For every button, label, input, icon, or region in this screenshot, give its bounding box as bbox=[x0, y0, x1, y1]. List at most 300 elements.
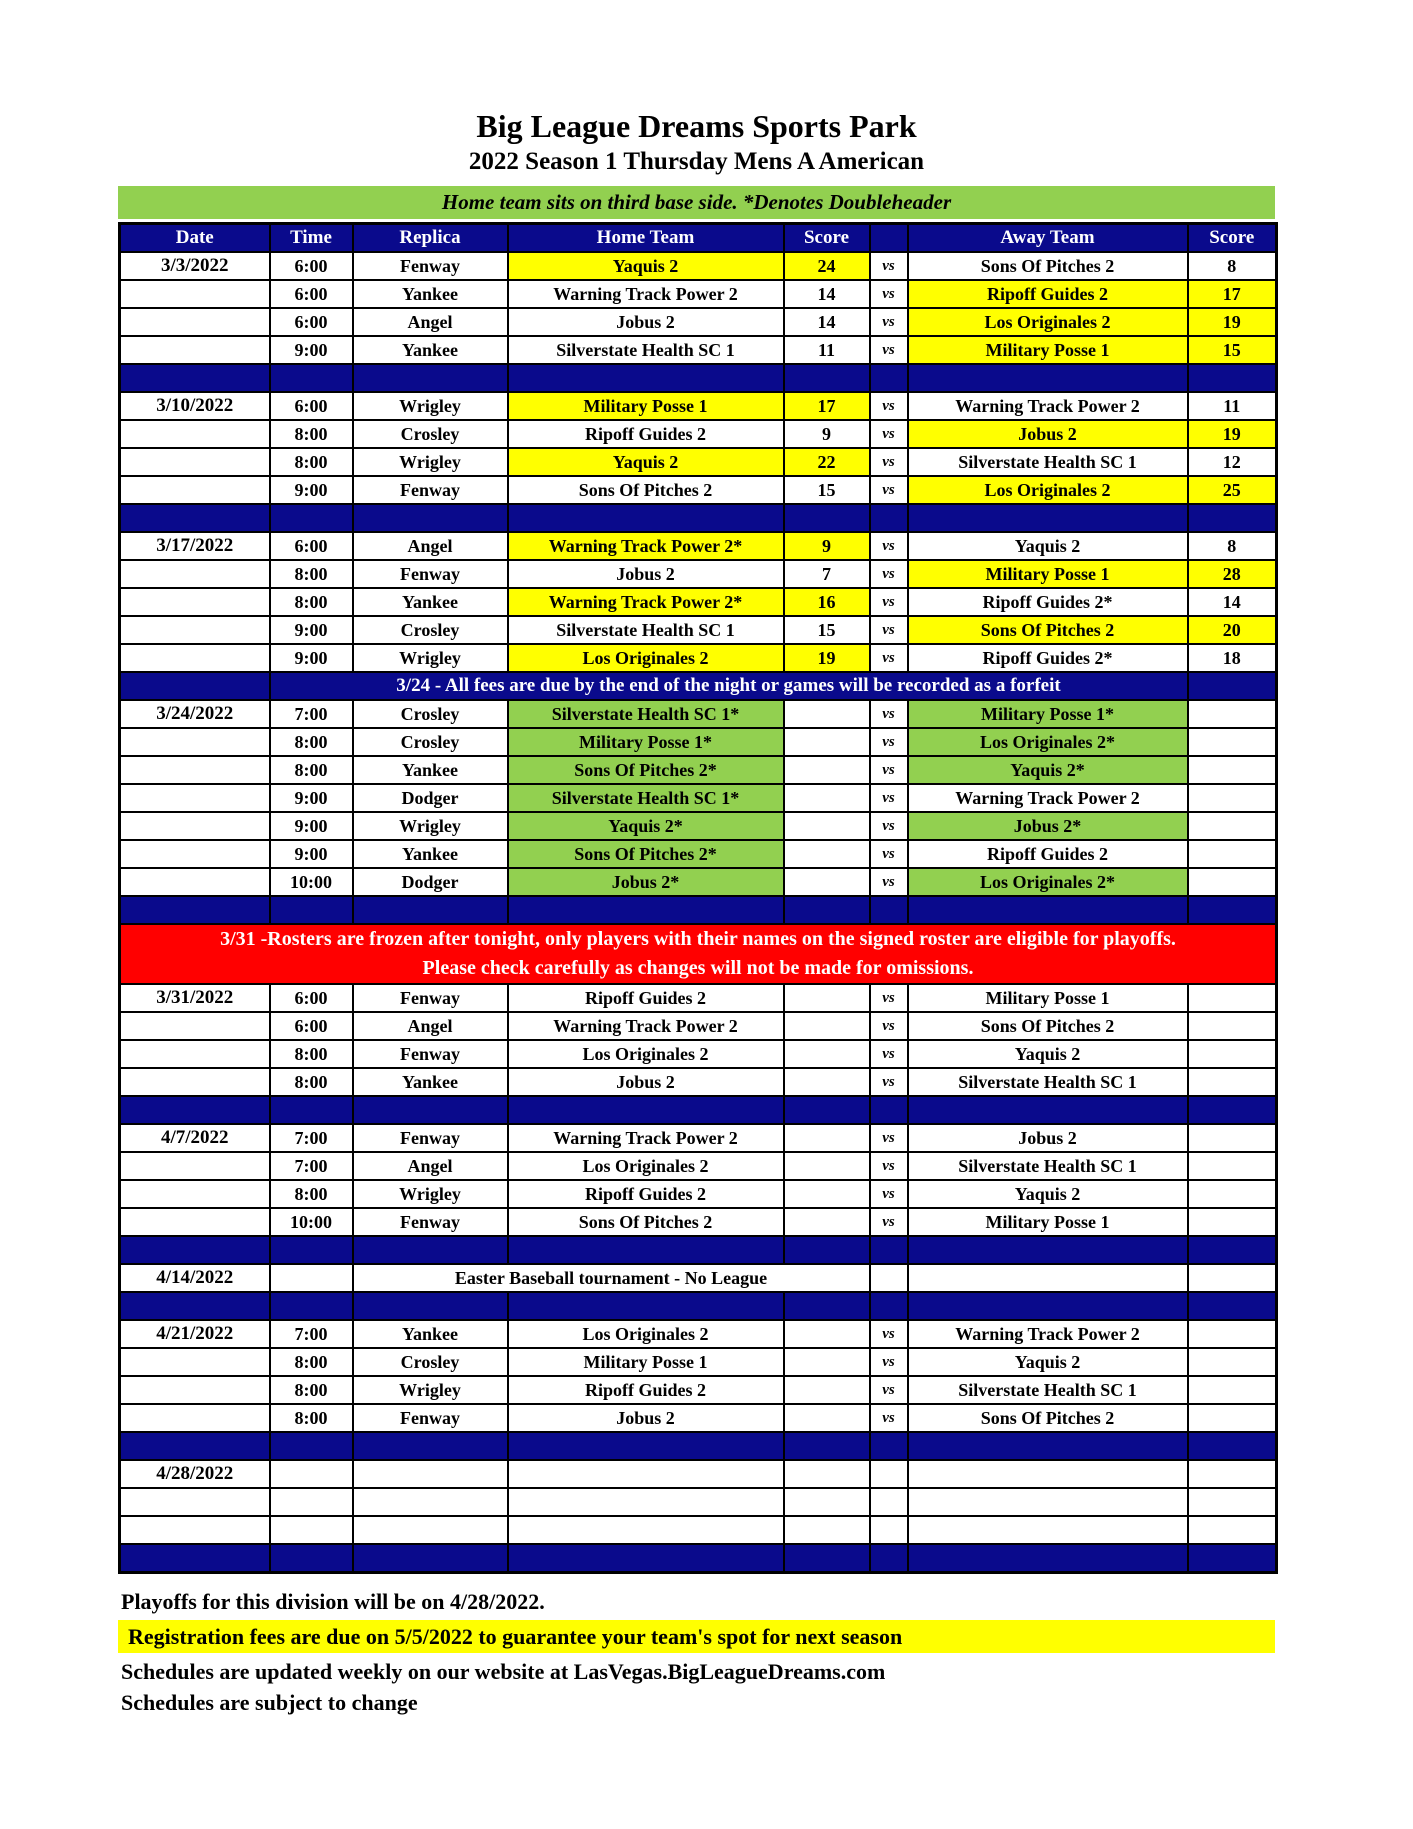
vs-cell: vs bbox=[870, 1068, 908, 1096]
spacer-cell bbox=[1188, 1236, 1277, 1264]
spacer-cell bbox=[784, 364, 870, 392]
game-row bbox=[120, 560, 1277, 588]
vs-cell: vs bbox=[870, 336, 908, 364]
home-team-cell: Warning Track Power 2 bbox=[508, 1124, 784, 1152]
away-score-cell: 28 bbox=[1188, 560, 1277, 588]
replica-cell: Angel bbox=[353, 1152, 508, 1180]
replica-cell: Yankee bbox=[353, 840, 508, 868]
away-team-cell: Sons Of Pitches 2 bbox=[908, 1012, 1188, 1040]
roster-alert-cell bbox=[120, 924, 1277, 984]
date-cell bbox=[120, 560, 270, 588]
away-team-cell: Sons Of Pitches 2 bbox=[908, 1404, 1188, 1432]
game-row bbox=[120, 700, 1277, 728]
time-cell: 9:00 bbox=[270, 840, 353, 868]
empty-row bbox=[120, 1488, 1277, 1516]
date-cell bbox=[120, 476, 270, 504]
replica-cell: Yankee bbox=[353, 588, 508, 616]
date-cell bbox=[120, 1488, 270, 1516]
game-row bbox=[120, 728, 1277, 756]
game-row bbox=[120, 1012, 1277, 1040]
home-team-cell: Jobus 2 bbox=[508, 1068, 784, 1096]
spacer-cell bbox=[270, 364, 353, 392]
spacer-cell bbox=[120, 1292, 270, 1320]
game-row bbox=[120, 1180, 1277, 1208]
time-cell: 7:00 bbox=[270, 1320, 353, 1348]
away-score-cell bbox=[1188, 1124, 1277, 1152]
vs-cell: vs bbox=[870, 392, 908, 420]
home-team-cell: Jobus 2 bbox=[508, 560, 784, 588]
home-score-cell: 14 bbox=[784, 280, 870, 308]
home-score-cell bbox=[784, 868, 870, 896]
away-team-cell: Silverstate Health SC 1 bbox=[908, 1068, 1188, 1096]
date-cell: 3/10/2022 bbox=[120, 392, 270, 420]
time-cell bbox=[270, 1488, 353, 1516]
home-score-cell bbox=[784, 700, 870, 728]
away-score-cell bbox=[1188, 700, 1277, 728]
home-team-cell: Los Originales 2 bbox=[508, 1320, 784, 1348]
replica-cell bbox=[353, 1460, 508, 1488]
vs-cell: vs bbox=[870, 1208, 908, 1236]
spacer-cell bbox=[508, 1432, 784, 1460]
home-team-cell bbox=[508, 1460, 784, 1488]
home-score-cell bbox=[784, 1348, 870, 1376]
footer-playoffs-note: Playoffs for this division will be on 4/28/2022. bbox=[121, 1589, 545, 1614]
time-cell: 8:00 bbox=[270, 728, 353, 756]
replica-cell: Fenway bbox=[353, 984, 508, 1012]
away-team-cell: Military Posse 1* bbox=[908, 700, 1188, 728]
replica-cell: Dodger bbox=[353, 784, 508, 812]
away-score-cell: 20 bbox=[1188, 616, 1277, 644]
home-team-cell: Jobus 2 bbox=[508, 308, 784, 336]
header-vs bbox=[870, 224, 908, 253]
spacer-cell bbox=[1188, 1292, 1277, 1320]
vs-cell: vs bbox=[870, 532, 908, 560]
spacer-cell bbox=[270, 896, 353, 924]
spacer-cell bbox=[784, 1096, 870, 1124]
away-team-cell: Warning Track Power 2 bbox=[908, 392, 1188, 420]
table-header-row bbox=[120, 224, 1277, 253]
home-team-cell: Sons Of Pitches 2 bbox=[508, 476, 784, 504]
date-cell bbox=[120, 784, 270, 812]
away-team-cell: Military Posse 1 bbox=[908, 1208, 1188, 1236]
time-cell: 9:00 bbox=[270, 812, 353, 840]
away-score-cell bbox=[1188, 812, 1277, 840]
game-row bbox=[120, 1376, 1277, 1404]
home-score-cell bbox=[784, 1040, 870, 1068]
spacer-cell bbox=[270, 504, 353, 532]
away-score-cell bbox=[1188, 984, 1277, 1012]
spacer-cell bbox=[353, 1292, 508, 1320]
home-team-cell: Los Originales 2 bbox=[508, 1040, 784, 1068]
time-cell: 8:00 bbox=[270, 1376, 353, 1404]
home-score-cell bbox=[784, 1180, 870, 1208]
spacer-cell bbox=[508, 1292, 784, 1320]
away-score-cell: 19 bbox=[1188, 308, 1277, 336]
vs-cell: vs bbox=[870, 252, 908, 280]
away-score-cell bbox=[1188, 784, 1277, 812]
schedule-document bbox=[118, 0, 1275, 1718]
vs-cell: vs bbox=[870, 1320, 908, 1348]
away-team-cell: Los Originales 2* bbox=[908, 868, 1188, 896]
replica-cell: Crosley bbox=[353, 420, 508, 448]
game-row bbox=[120, 588, 1277, 616]
vs-cell bbox=[870, 1488, 908, 1516]
game-row bbox=[120, 336, 1277, 364]
spacer-cell bbox=[353, 1096, 508, 1124]
replica-cell: Fenway bbox=[353, 560, 508, 588]
game-row bbox=[120, 756, 1277, 784]
home-team-cell: Los Originales 2 bbox=[508, 644, 784, 672]
vs-cell: vs bbox=[870, 984, 908, 1012]
home-score-cell: 15 bbox=[784, 616, 870, 644]
spacer-cell bbox=[908, 364, 1188, 392]
away-team-cell: Jobus 2* bbox=[908, 812, 1188, 840]
home-team-cell: Yaquis 2* bbox=[508, 812, 784, 840]
spacer-cell bbox=[120, 896, 270, 924]
page-title: Big League Dreams Sports Park bbox=[476, 108, 917, 144]
game-row bbox=[120, 532, 1277, 560]
header-time: Time bbox=[270, 224, 353, 253]
replica-cell: Fenway bbox=[353, 1040, 508, 1068]
away-score-cell: 25 bbox=[1188, 476, 1277, 504]
away-score-cell: 18 bbox=[1188, 644, 1277, 672]
home-team-cell: Sons Of Pitches 2* bbox=[508, 756, 784, 784]
spacer-cell bbox=[870, 1236, 908, 1264]
spacer-row bbox=[120, 1096, 1277, 1124]
spacer-row bbox=[120, 1544, 1277, 1573]
schedule-table bbox=[118, 222, 1278, 1574]
away-score-cell bbox=[1188, 756, 1277, 784]
replica-cell: Wrigley bbox=[353, 812, 508, 840]
vs-cell: vs bbox=[870, 728, 908, 756]
fees-notice-text: 3/24 - All fees are due by the end of the night or games will be recorded as a forfeit bbox=[270, 672, 1188, 700]
header-away-score: Score bbox=[1188, 224, 1277, 253]
home-score-cell: 15 bbox=[784, 476, 870, 504]
away-score-cell bbox=[1188, 1180, 1277, 1208]
time-cell: 9:00 bbox=[270, 616, 353, 644]
home-team-cell: Sons Of Pitches 2* bbox=[508, 840, 784, 868]
home-score-cell: 14 bbox=[784, 308, 870, 336]
home-score-cell bbox=[784, 756, 870, 784]
home-score-cell bbox=[784, 1012, 870, 1040]
vs-cell: vs bbox=[870, 1012, 908, 1040]
spacer-cell bbox=[353, 896, 508, 924]
date-cell: 4/14/2022 bbox=[120, 1264, 270, 1292]
replica-cell: Crosley bbox=[353, 616, 508, 644]
replica-cell: Crosley bbox=[353, 728, 508, 756]
home-team-cell: Silverstate Health SC 1* bbox=[508, 700, 784, 728]
game-row bbox=[120, 1040, 1277, 1068]
game-row bbox=[120, 812, 1277, 840]
away-team-cell bbox=[908, 1460, 1188, 1488]
time-cell: 8:00 bbox=[270, 448, 353, 476]
replica-cell bbox=[353, 1516, 508, 1544]
away-score-cell bbox=[1188, 1208, 1277, 1236]
away-team-cell: Ripoff Guides 2 bbox=[908, 840, 1188, 868]
date-cell: 3/24/2022 bbox=[120, 700, 270, 728]
date-cell bbox=[120, 812, 270, 840]
home-score-cell: 22 bbox=[784, 448, 870, 476]
home-score-cell bbox=[784, 1068, 870, 1096]
spacer-cell bbox=[908, 896, 1188, 924]
spacer-cell bbox=[270, 1236, 353, 1264]
away-team-cell: Yaquis 2 bbox=[908, 1348, 1188, 1376]
home-team-cell: Warning Track Power 2* bbox=[508, 588, 784, 616]
away-score-cell bbox=[1188, 1264, 1277, 1292]
time-cell bbox=[270, 1264, 353, 1292]
replica-cell: Wrigley bbox=[353, 1376, 508, 1404]
home-team-cell: Jobus 2* bbox=[508, 868, 784, 896]
time-cell: 9:00 bbox=[270, 336, 353, 364]
game-row bbox=[120, 1124, 1277, 1152]
replica-cell bbox=[353, 1488, 508, 1516]
vs-cell: vs bbox=[870, 868, 908, 896]
date-cell bbox=[120, 1376, 270, 1404]
date-cell: 3/3/2022 bbox=[120, 252, 270, 280]
away-team-cell: Silverstate Health SC 1 bbox=[908, 1152, 1188, 1180]
home-team-cell: Military Posse 1* bbox=[508, 728, 784, 756]
time-cell: 9:00 bbox=[270, 784, 353, 812]
home-team-cell: Yaquis 2 bbox=[508, 252, 784, 280]
time-cell: 7:00 bbox=[270, 1152, 353, 1180]
spacer-cell bbox=[508, 364, 784, 392]
time-cell: 8:00 bbox=[270, 1040, 353, 1068]
away-score-cell bbox=[1188, 1152, 1277, 1180]
home-team-cell: Warning Track Power 2 bbox=[508, 1012, 784, 1040]
table-body bbox=[120, 252, 1277, 1573]
spacer-cell bbox=[784, 1236, 870, 1264]
spacer-cell bbox=[908, 1432, 1188, 1460]
footer bbox=[118, 1586, 1275, 1718]
away-score-cell bbox=[1188, 1376, 1277, 1404]
date-cell bbox=[120, 1180, 270, 1208]
replica-cell: Yankee bbox=[353, 1068, 508, 1096]
fees-notice-row bbox=[120, 672, 1277, 700]
away-score-cell bbox=[1188, 1460, 1277, 1488]
spacer-cell bbox=[508, 504, 784, 532]
away-team-cell: Ripoff Guides 2* bbox=[908, 644, 1188, 672]
time-cell bbox=[270, 1460, 353, 1488]
date-cell bbox=[120, 1516, 270, 1544]
time-cell: 6:00 bbox=[270, 1012, 353, 1040]
away-score-cell: 8 bbox=[1188, 252, 1277, 280]
away-team-cell: Silverstate Health SC 1 bbox=[908, 1376, 1188, 1404]
vs-cell: vs bbox=[870, 812, 908, 840]
spacer-row bbox=[120, 1292, 1277, 1320]
away-score-cell bbox=[1188, 840, 1277, 868]
replica-cell: Fenway bbox=[353, 1404, 508, 1432]
date-cell bbox=[120, 448, 270, 476]
spacer-cell bbox=[870, 1544, 908, 1573]
game-row bbox=[120, 476, 1277, 504]
home-score-cell bbox=[784, 1152, 870, 1180]
home-team-cell bbox=[508, 1488, 784, 1516]
spacer-row bbox=[120, 364, 1277, 392]
time-cell bbox=[270, 1516, 353, 1544]
away-score-cell: 11 bbox=[1188, 392, 1277, 420]
vs-cell: vs bbox=[870, 1124, 908, 1152]
spacer-cell bbox=[1188, 896, 1277, 924]
spacer-cell bbox=[508, 1236, 784, 1264]
game-row bbox=[120, 984, 1277, 1012]
spacer-cell bbox=[784, 1544, 870, 1573]
vs-cell: vs bbox=[870, 420, 908, 448]
replica-cell: Angel bbox=[353, 308, 508, 336]
roster-alert-line-1: 3/31 -Rosters are frozen after tonight, only players with their names on the signed roster are eligible for playoffs. bbox=[220, 928, 1176, 950]
home-team-cell: Silverstate Health SC 1 bbox=[508, 616, 784, 644]
home-team-cell: Military Posse 1 bbox=[508, 1348, 784, 1376]
replica-cell: Crosley bbox=[353, 700, 508, 728]
spacer-cell bbox=[870, 504, 908, 532]
date-cell: 3/31/2022 bbox=[120, 984, 270, 1012]
home-score-cell: 17 bbox=[784, 392, 870, 420]
game-row bbox=[120, 840, 1277, 868]
footer-subject-to-change-note: Schedules are subject to change bbox=[121, 1690, 418, 1715]
away-score-cell: 15 bbox=[1188, 336, 1277, 364]
game-row bbox=[120, 392, 1277, 420]
spacer-cell bbox=[784, 896, 870, 924]
header-date: Date bbox=[120, 224, 270, 253]
vs-cell: vs bbox=[870, 616, 908, 644]
vs-cell bbox=[870, 1264, 908, 1292]
vs-cell bbox=[870, 1516, 908, 1544]
vs-cell: vs bbox=[870, 280, 908, 308]
header-away-team: Away Team bbox=[908, 224, 1188, 253]
page-subtitle: 2022 Season 1 Thursday Mens A American bbox=[468, 148, 925, 175]
spacer-cell bbox=[784, 1292, 870, 1320]
home-score-cell: 19 bbox=[784, 644, 870, 672]
home-team-cell: Jobus 2 bbox=[508, 1404, 784, 1432]
empty-row bbox=[120, 1516, 1277, 1544]
time-cell: 6:00 bbox=[270, 308, 353, 336]
time-cell: 8:00 bbox=[270, 1404, 353, 1432]
home-team-cell: Ripoff Guides 2 bbox=[508, 1180, 784, 1208]
spacer-cell bbox=[1188, 1432, 1277, 1460]
spacer-cell bbox=[1188, 364, 1277, 392]
spacer-cell bbox=[784, 504, 870, 532]
vs-cell: vs bbox=[870, 560, 908, 588]
game-row bbox=[120, 644, 1277, 672]
footer-website-note: Schedules are updated weekly on our website at LasVegas.BigLeagueDreams.com bbox=[121, 1659, 886, 1684]
spacer-cell bbox=[870, 1432, 908, 1460]
away-team-cell: Yaquis 2 bbox=[908, 1180, 1188, 1208]
roster-alert-line-2: Please check carefully as changes will not be made for omissions. bbox=[422, 957, 974, 979]
home-team-cell bbox=[508, 1516, 784, 1544]
time-cell: 8:00 bbox=[270, 1068, 353, 1096]
date-cell bbox=[120, 1348, 270, 1376]
game-row bbox=[120, 1404, 1277, 1432]
vs-cell: vs bbox=[870, 1404, 908, 1432]
away-score-cell: 14 bbox=[1188, 588, 1277, 616]
home-team-cell: Military Posse 1 bbox=[508, 392, 784, 420]
vs-cell: vs bbox=[870, 1040, 908, 1068]
time-cell: 6:00 bbox=[270, 252, 353, 280]
footer-registration-note: Registration fees are due on 5/5/2022 to guarantee your team's spot for next season bbox=[118, 1620, 1275, 1653]
away-team-cell bbox=[908, 1516, 1188, 1544]
replica-cell: Fenway bbox=[353, 476, 508, 504]
home-score-cell: 24 bbox=[784, 252, 870, 280]
time-cell: 10:00 bbox=[270, 868, 353, 896]
home-score-cell: 9 bbox=[784, 420, 870, 448]
spacer-row bbox=[120, 504, 1277, 532]
away-team-cell: Military Posse 1 bbox=[908, 336, 1188, 364]
home-score-cell: 11 bbox=[784, 336, 870, 364]
away-score-cell bbox=[1188, 728, 1277, 756]
time-cell: 6:00 bbox=[270, 392, 353, 420]
replica-cell: Wrigley bbox=[353, 448, 508, 476]
vs-cell: vs bbox=[870, 644, 908, 672]
vs-cell: vs bbox=[870, 756, 908, 784]
spacer-row bbox=[120, 896, 1277, 924]
game-row bbox=[120, 1068, 1277, 1096]
game-row bbox=[120, 1152, 1277, 1180]
away-score-cell bbox=[1188, 1348, 1277, 1376]
time-cell: 8:00 bbox=[270, 420, 353, 448]
date-cell bbox=[120, 1012, 270, 1040]
away-team-cell: Yaquis 2 bbox=[908, 1040, 1188, 1068]
banner-note: Home team sits on third base side. *Denotes Doubleheader bbox=[118, 186, 1275, 219]
date-cell bbox=[120, 1040, 270, 1068]
away-score-cell bbox=[1188, 1516, 1277, 1544]
game-row bbox=[120, 1348, 1277, 1376]
time-cell: 8:00 bbox=[270, 756, 353, 784]
spacer-cell bbox=[353, 1432, 508, 1460]
away-score-cell: 17 bbox=[1188, 280, 1277, 308]
time-cell: 8:00 bbox=[270, 1180, 353, 1208]
replica-cell: Dodger bbox=[353, 868, 508, 896]
home-team-cell: Warning Track Power 2* bbox=[508, 532, 784, 560]
away-team-cell bbox=[908, 1488, 1188, 1516]
replica-cell: Yankee bbox=[353, 336, 508, 364]
date-cell: 4/7/2022 bbox=[120, 1124, 270, 1152]
home-score-cell: 16 bbox=[784, 588, 870, 616]
game-row bbox=[120, 280, 1277, 308]
spacer-cell bbox=[1188, 672, 1277, 700]
away-score-cell bbox=[1188, 1488, 1277, 1516]
away-score-cell bbox=[1188, 1012, 1277, 1040]
game-row bbox=[120, 616, 1277, 644]
replica-cell: Yankee bbox=[353, 280, 508, 308]
game-row bbox=[120, 868, 1277, 896]
spacer-cell bbox=[508, 1544, 784, 1573]
away-team-cell: Sons Of Pitches 2 bbox=[908, 616, 1188, 644]
home-score-cell bbox=[784, 840, 870, 868]
away-team-cell: Military Posse 1 bbox=[908, 560, 1188, 588]
time-cell: 9:00 bbox=[270, 644, 353, 672]
home-team-cell: Los Originales 2 bbox=[508, 1152, 784, 1180]
replica-cell: Yankee bbox=[353, 756, 508, 784]
game-row bbox=[120, 784, 1277, 812]
spacer-cell bbox=[270, 1292, 353, 1320]
date-cell bbox=[120, 1404, 270, 1432]
away-score-cell: 19 bbox=[1188, 420, 1277, 448]
replica-cell: Wrigley bbox=[353, 1180, 508, 1208]
replica-cell: Wrigley bbox=[353, 644, 508, 672]
spacer-cell bbox=[1188, 1096, 1277, 1124]
home-team-cell: Yaquis 2 bbox=[508, 448, 784, 476]
spacer-cell bbox=[870, 1292, 908, 1320]
time-cell: 9:00 bbox=[270, 476, 353, 504]
spacer-cell bbox=[120, 364, 270, 392]
away-team-cell: Military Posse 1 bbox=[908, 984, 1188, 1012]
away-team-cell: Jobus 2 bbox=[908, 1124, 1188, 1152]
away-team-cell: Ripoff Guides 2* bbox=[908, 588, 1188, 616]
replica-cell: Yankee bbox=[353, 1320, 508, 1348]
time-cell: 10:00 bbox=[270, 1208, 353, 1236]
time-cell: 7:00 bbox=[270, 1124, 353, 1152]
spacer-cell bbox=[1188, 1544, 1277, 1573]
spacer-cell bbox=[908, 1096, 1188, 1124]
